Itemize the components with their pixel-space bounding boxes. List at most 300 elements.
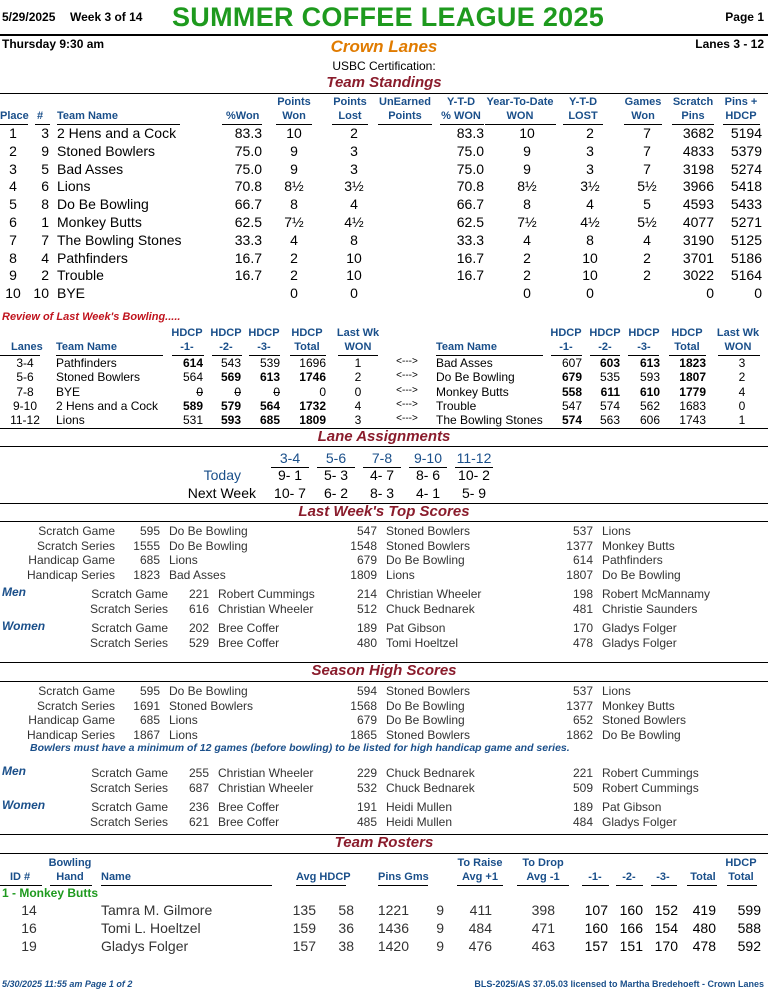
review-won: 3 xyxy=(354,413,362,428)
score-value: 236 xyxy=(188,800,209,814)
score-value: 214 xyxy=(356,587,377,601)
score-holder: Monkey Butts xyxy=(602,698,675,713)
roster-pins: 1436 xyxy=(377,920,409,936)
score-holder: Do Be Bowling xyxy=(169,538,248,553)
review-game-score: 611 xyxy=(600,384,620,399)
column-header: -3- xyxy=(257,341,271,353)
standings-ytd-won: 8½ xyxy=(517,178,537,195)
score-value: 1691 xyxy=(133,698,160,713)
roster-game-3: 170 xyxy=(654,938,678,954)
roster-to-drop: 471 xyxy=(531,920,555,936)
roster-team-name: 1 - Monkey Butts xyxy=(2,886,99,900)
standings-place: 7 xyxy=(9,231,17,248)
review-game-score: 574 xyxy=(561,413,582,428)
review-team-b: Bad Asses xyxy=(436,356,493,370)
column-header: Place xyxy=(0,110,29,122)
score-category: Scratch Game xyxy=(91,621,168,635)
header-underline xyxy=(457,885,503,886)
standings-points-lost: 3½ xyxy=(344,178,364,195)
review-game-score: 574 xyxy=(599,398,620,413)
roster-to-drop: 398 xyxy=(531,902,555,918)
report-date: 5/29/2025 xyxy=(2,10,56,24)
standings-scratch-pins: 0 xyxy=(706,285,714,302)
column-header: Avg HDCP xyxy=(296,871,351,883)
score-holder: Stoned Bowlers xyxy=(386,538,471,553)
standings-points-won: 7½ xyxy=(284,214,304,230)
standings-team-name: Lions xyxy=(57,178,91,195)
score-holder: Robert Cummings xyxy=(218,587,315,601)
standings-points-lost: 3 xyxy=(350,160,358,177)
review-team-b: The Bowling Stones xyxy=(436,413,543,428)
roster-total: 480 xyxy=(692,920,716,936)
footer-printed: 5/30/2025 11:55 am Page 1 of 2 xyxy=(2,979,133,989)
column-header: -3- xyxy=(656,871,670,883)
score-holder: Lions xyxy=(169,553,198,567)
standings-ytd-lost: 10 xyxy=(582,249,598,266)
week-label: Week 3 of 14 xyxy=(70,10,143,24)
roster-bowler-name: Tomi L. Hoeltzel xyxy=(101,920,201,936)
lane-next-matchup: 10- 7 xyxy=(274,485,306,501)
review-game-score: 563 xyxy=(599,413,620,428)
standings-points-lost: 10 xyxy=(346,267,362,284)
standings-pins-hdcp: 5164 xyxy=(730,267,762,284)
review-game-score: 569 xyxy=(220,370,241,385)
review-versus: <---> xyxy=(396,356,418,367)
roster-game-1: 160 xyxy=(584,920,608,936)
column-header: -2- xyxy=(622,871,636,883)
score-holder: Bree Coffer xyxy=(218,814,280,829)
score-category: Handicap Game xyxy=(28,553,115,567)
review-game-score: 0 xyxy=(234,384,241,399)
score-value: 537 xyxy=(572,684,593,698)
lane-pair-header: 5-6 xyxy=(325,450,347,466)
score-holder: Lions xyxy=(602,524,631,538)
standings-points-lost: 4 xyxy=(350,196,358,213)
standings-team-number: 3 xyxy=(41,125,49,141)
review-game-score: 610 xyxy=(639,384,660,399)
standings-pins-hdcp: 5433 xyxy=(730,196,762,213)
review-won: 0 xyxy=(738,398,746,413)
next-week-label: Next Week xyxy=(187,485,256,501)
review-won: 3 xyxy=(738,356,746,370)
review-game-score: 613 xyxy=(259,370,280,385)
score-value: 1555 xyxy=(133,538,160,553)
review-title: Review of Last Week's Bowling..... xyxy=(2,311,181,323)
standings-ytd-lost: 10 xyxy=(582,267,598,284)
standings-pct-won: 16.7 xyxy=(234,249,262,266)
review-game-score: 539 xyxy=(259,356,280,370)
standings-scratch-pins: 4593 xyxy=(682,196,714,213)
column-header: Team Name xyxy=(56,341,117,353)
column-header: Total xyxy=(294,341,320,353)
standings-points-won: 9 xyxy=(290,160,298,177)
standings-pins-hdcp: 5271 xyxy=(730,214,762,230)
review-game-score: 564 xyxy=(182,370,203,385)
review-game-score: 589 xyxy=(182,398,203,413)
standings-ytd-lost: 3 xyxy=(586,142,594,159)
lane-today-matchup: 8- 6 xyxy=(415,467,441,483)
review-versus: <---> xyxy=(396,370,418,382)
review-won: 4 xyxy=(354,398,362,413)
score-category: Scratch Series xyxy=(89,814,168,829)
roster-hdcp: 58 xyxy=(338,902,354,918)
review-won: 1 xyxy=(738,413,746,428)
standings-ytd-won: 7½ xyxy=(517,214,537,230)
score-holder: Do Be Bowling xyxy=(602,727,681,742)
review-game-score: 606 xyxy=(639,413,660,428)
standings-ytd-lost: 2 xyxy=(586,125,594,141)
standings-points-won: 2 xyxy=(290,249,298,266)
column-header: Scratch xyxy=(672,96,714,108)
score-value: 1568 xyxy=(350,698,377,713)
column-header: Team Name xyxy=(436,341,497,353)
column-header: %Won xyxy=(226,110,260,122)
lane-pair-header: 3-4 xyxy=(279,450,301,466)
standings-points-won: 0 xyxy=(290,285,298,302)
header-underline xyxy=(687,885,717,886)
score-holder: Lions xyxy=(169,713,198,727)
standings-points-won: 10 xyxy=(286,125,302,141)
score-holder: Heidi Mullen xyxy=(386,814,453,829)
standings-team-number: 1 xyxy=(41,214,49,230)
roster-game-3: 154 xyxy=(654,920,678,936)
score-value: 512 xyxy=(356,601,377,616)
standings-ytd-pct: 62.5 xyxy=(456,214,484,230)
score-holder: Christian Wheeler xyxy=(218,766,314,780)
league-title: SUMMER COFFEE LEAGUE 2025 xyxy=(172,2,605,32)
review-team-b: Do Be Bowling xyxy=(436,370,515,385)
score-holder: Chuck Bednarek xyxy=(386,780,475,795)
review-team-a: BYE xyxy=(56,384,81,399)
column-header: Last Wk xyxy=(336,327,380,339)
header-underline xyxy=(517,885,569,886)
standings-ytd-pct: 16.7 xyxy=(456,267,484,284)
standings-games-won: 7 xyxy=(643,160,651,177)
column-header: Total xyxy=(674,341,700,353)
lane-today-matchup: 5- 3 xyxy=(323,467,349,483)
review-game-score: 547 xyxy=(561,398,582,413)
standings-ytd-won: 0 xyxy=(523,285,531,302)
score-value: 537 xyxy=(572,524,593,538)
standings-pct-won: 75.0 xyxy=(234,160,262,177)
review-team-a: Stoned Bowlers xyxy=(56,370,141,385)
rosters-rule xyxy=(0,853,768,854)
standings-ytd-pct: 75.0 xyxy=(456,142,484,159)
standings-ytd-lost: 3 xyxy=(586,160,594,177)
review-lanes: 5-6 xyxy=(16,370,34,385)
score-value: 679 xyxy=(356,713,377,727)
standings-games-won: 5½ xyxy=(637,214,657,230)
review-game-score: 679 xyxy=(561,370,582,385)
column-header: Last Wk xyxy=(716,327,760,339)
standings-games-won: 2 xyxy=(643,267,651,284)
roster-game-2: 166 xyxy=(619,920,643,936)
review-game-score: 685 xyxy=(259,413,280,428)
review-game-score: 535 xyxy=(599,370,620,385)
standings-pins-hdcp: 0 xyxy=(754,285,762,302)
score-holder: Bree Coffer xyxy=(218,635,280,650)
standings-scratch-pins: 4833 xyxy=(682,142,714,159)
score-value: 484 xyxy=(572,814,593,829)
score-holder: Robert McMannamy xyxy=(602,587,711,601)
score-value: 198 xyxy=(572,587,593,601)
score-holder: Do Be Bowling xyxy=(386,553,465,567)
lane-today-matchup: 10- 2 xyxy=(458,467,490,483)
season-rule xyxy=(0,681,768,682)
header-rule xyxy=(0,34,768,36)
standings-team-name: BYE xyxy=(57,285,86,302)
score-value: 481 xyxy=(572,601,593,616)
review-game-score: 564 xyxy=(259,398,280,413)
column-header: HDCP xyxy=(550,327,582,339)
page-number: Page 1 xyxy=(725,10,764,24)
score-category: Handicap Series xyxy=(26,567,115,582)
standings-games-won: 7 xyxy=(643,125,651,141)
review-total: 1809 xyxy=(299,413,326,428)
roster-to-raise: 411 xyxy=(469,902,492,918)
standings-scratch-pins: 3190 xyxy=(682,231,714,248)
lane-today-matchup: 4- 7 xyxy=(369,467,395,483)
column-header: HDCP xyxy=(725,110,757,122)
score-value: 485 xyxy=(356,814,377,829)
review-game-score: 614 xyxy=(182,356,203,370)
standings-points-won: 8 xyxy=(290,196,298,213)
review-game-score: 593 xyxy=(220,413,241,428)
standings-ytd-lost: 3½ xyxy=(580,178,600,195)
score-category: Scratch Series xyxy=(89,601,168,616)
column-header: HDCP xyxy=(210,327,242,339)
review-total: 1696 xyxy=(299,356,326,370)
review-game-score: 562 xyxy=(639,398,660,413)
column-header: Team Name xyxy=(57,110,118,122)
column-header: Points xyxy=(277,96,311,108)
column-header: To Drop xyxy=(522,857,564,869)
women-label: Women xyxy=(2,619,46,633)
score-holder: Gladys Folger xyxy=(602,621,677,635)
roster-bowler-name: Tamra M. Gilmore xyxy=(101,902,213,918)
score-value: 595 xyxy=(139,684,160,698)
score-holder: Bree Coffer xyxy=(218,621,280,635)
score-value: 687 xyxy=(188,780,209,795)
score-value: 532 xyxy=(356,780,377,795)
roster-id: 14 xyxy=(21,902,37,918)
review-lanes: 9-10 xyxy=(12,398,38,413)
score-category: Scratch Series xyxy=(36,538,115,553)
roster-to-drop: 463 xyxy=(531,938,555,954)
score-holder: Chuck Bednarek xyxy=(386,601,475,616)
standings-pct-won: 33.3 xyxy=(234,231,262,248)
roster-to-raise: 484 xyxy=(468,920,492,936)
lanes-range: Lanes 3 - 12 xyxy=(695,37,764,51)
header-underline xyxy=(727,885,757,886)
column-header: Won xyxy=(631,110,655,122)
score-value: 1823 xyxy=(133,567,160,582)
roster-id: 19 xyxy=(21,938,37,954)
review-game-score: 593 xyxy=(639,370,660,385)
column-header: WON xyxy=(344,341,372,353)
score-holder: Monkey Butts xyxy=(602,538,675,553)
score-value: 1377 xyxy=(566,698,593,713)
column-header: HDCP xyxy=(171,327,203,339)
column-header: -1- xyxy=(559,341,573,353)
score-value: 1377 xyxy=(566,538,593,553)
standings-pins-hdcp: 5194 xyxy=(730,125,762,141)
roster-hdcp: 38 xyxy=(338,938,354,954)
standings-ytd-won: 8 xyxy=(523,196,531,213)
roster-total: 419 xyxy=(692,902,716,918)
column-header: HDCP xyxy=(628,327,660,339)
column-header: % WON xyxy=(441,110,481,122)
score-value: 229 xyxy=(356,766,377,780)
score-value: 616 xyxy=(188,601,209,616)
column-header: HDCP xyxy=(248,327,280,339)
column-header: -1- xyxy=(588,871,602,883)
roster-average: 159 xyxy=(292,920,316,936)
column-header: Total xyxy=(728,871,754,883)
column-header: Y-T-D xyxy=(446,96,476,108)
standings-points-won: 4 xyxy=(290,231,298,248)
score-holder: Lions xyxy=(602,684,631,698)
lane-pair-header: 9-10 xyxy=(413,450,443,466)
column-header: # xyxy=(37,110,44,122)
column-header: -1- xyxy=(180,341,194,353)
lane-next-matchup: 5- 9 xyxy=(461,485,487,501)
score-value: 679 xyxy=(356,553,377,567)
standings-points-lost: 4½ xyxy=(344,214,364,230)
score-holder: Gladys Folger xyxy=(602,814,677,829)
lane-assignments-title: Lane Assignments xyxy=(317,428,451,445)
score-value: 1865 xyxy=(350,727,377,742)
review-won: 1 xyxy=(354,356,362,370)
standings-scratch-pins: 4077 xyxy=(682,214,714,230)
score-holder: Stoned Bowlers xyxy=(169,698,254,713)
score-holder: Bree Coffer xyxy=(218,800,280,814)
standings-ytd-lost: 0 xyxy=(586,285,594,302)
roster-pins: 1221 xyxy=(377,902,409,918)
score-value: 685 xyxy=(139,713,160,727)
column-header: -3- xyxy=(637,341,651,353)
standings-pct-won: 66.7 xyxy=(234,196,262,213)
standings-ytd-pct: 75.0 xyxy=(456,160,484,177)
roster-hdcp-total: 592 xyxy=(737,938,761,954)
score-holder: Stoned Bowlers xyxy=(386,524,471,538)
column-header: WON xyxy=(724,341,752,353)
score-holder: Do Be Bowling xyxy=(169,524,248,538)
review-total: 1683 xyxy=(679,398,706,413)
score-holder: Christian Wheeler xyxy=(218,601,314,616)
score-holder: Pat Gibson xyxy=(386,621,446,635)
review-team-b: Trouble xyxy=(436,398,477,413)
standings-points-won: 2 xyxy=(290,267,298,284)
score-category: Scratch Game xyxy=(91,800,168,814)
score-holder: Pat Gibson xyxy=(602,800,662,814)
roster-average: 135 xyxy=(292,902,316,918)
score-value: 652 xyxy=(572,713,593,727)
footer-license: BLS-2025/AS 37.05.03 licensed to Martha Bredehoeft - Crown Lanes xyxy=(474,979,764,989)
score-category: Scratch Game xyxy=(91,766,168,780)
score-value: 191 xyxy=(356,800,377,814)
standings-place: 1 xyxy=(9,125,17,141)
review-team-a: 2 Hens and a Cock xyxy=(56,398,159,413)
lane-today-matchup: 9- 1 xyxy=(277,467,303,483)
score-category: Scratch Game xyxy=(91,587,168,601)
roster-games: 9 xyxy=(436,920,444,936)
standings-team-name: Monkey Butts xyxy=(57,214,142,230)
roster-to-raise: 476 xyxy=(468,938,492,954)
column-header: HDCP xyxy=(589,327,621,339)
review-lanes: 3-4 xyxy=(16,356,34,370)
column-header: -2- xyxy=(219,341,233,353)
header-underline xyxy=(378,885,428,886)
standings-points-lost: 8 xyxy=(350,231,358,248)
roster-pins: 1420 xyxy=(377,938,409,954)
score-holder: Stoned Bowlers xyxy=(602,713,687,727)
review-game-score: 0 xyxy=(273,384,280,399)
men-label: Men xyxy=(2,585,26,599)
score-category: Scratch Game xyxy=(38,524,115,538)
review-game-score: 603 xyxy=(599,356,620,370)
score-value: 547 xyxy=(356,524,377,538)
review-total: 1779 xyxy=(679,384,706,399)
standings-ytd-lost: 4½ xyxy=(580,214,600,230)
column-header: HDCP xyxy=(291,327,323,339)
standings-pins-hdcp: 5186 xyxy=(730,249,762,266)
today-label: Today xyxy=(203,467,241,483)
score-holder: Stoned Bowlers xyxy=(386,684,471,698)
column-header: Avg -1 xyxy=(526,871,560,883)
score-category: Handicap Game xyxy=(28,713,115,727)
review-total: 1823 xyxy=(679,356,706,370)
standings-pins-hdcp: 5379 xyxy=(730,142,762,159)
standings-team-name: The Bowling Stones xyxy=(57,231,182,248)
roster-games: 9 xyxy=(436,902,444,918)
score-value: 529 xyxy=(188,635,209,650)
standings-pct-won: 75.0 xyxy=(234,142,262,159)
standings-scratch-pins: 3198 xyxy=(682,160,714,177)
standings-scratch-pins: 3682 xyxy=(682,125,714,141)
score-value: 221 xyxy=(188,587,209,601)
score-holder: Christian Wheeler xyxy=(386,587,482,601)
score-value: 594 xyxy=(356,684,377,698)
score-holder: Do Be Bowling xyxy=(169,684,248,698)
header-underline xyxy=(101,885,272,886)
score-category: Handicap Series xyxy=(26,727,115,742)
center-name: Crown Lanes xyxy=(330,37,438,56)
score-holder: Gladys Folger xyxy=(602,635,677,650)
standings-pins-hdcp: 5418 xyxy=(730,178,762,195)
standings-pins-hdcp: 5125 xyxy=(730,231,762,248)
roster-game-1: 157 xyxy=(584,938,608,954)
score-value: 202 xyxy=(188,621,209,635)
standings-ytd-won: 9 xyxy=(523,142,531,159)
score-holder: Robert Cummings xyxy=(602,780,699,795)
score-value: 595 xyxy=(139,524,160,538)
score-category: Scratch Game xyxy=(38,684,115,698)
score-value: 189 xyxy=(356,621,377,635)
column-header: WON xyxy=(506,110,534,122)
review-won: 0 xyxy=(354,384,362,399)
review-game-score: 579 xyxy=(220,398,241,413)
score-holder: Christie Saunders xyxy=(602,601,698,616)
standings-place: 9 xyxy=(9,267,17,284)
standings-ytd-won: 2 xyxy=(523,249,531,266)
standings-scratch-pins: 3022 xyxy=(682,267,714,284)
score-holder: Do Be Bowling xyxy=(386,713,465,727)
standings-ytd-won: 9 xyxy=(523,160,531,177)
score-category: Scratch Series xyxy=(89,780,168,795)
review-team-a: Lions xyxy=(56,413,85,428)
rosters-title: Team Rosters xyxy=(334,834,434,851)
